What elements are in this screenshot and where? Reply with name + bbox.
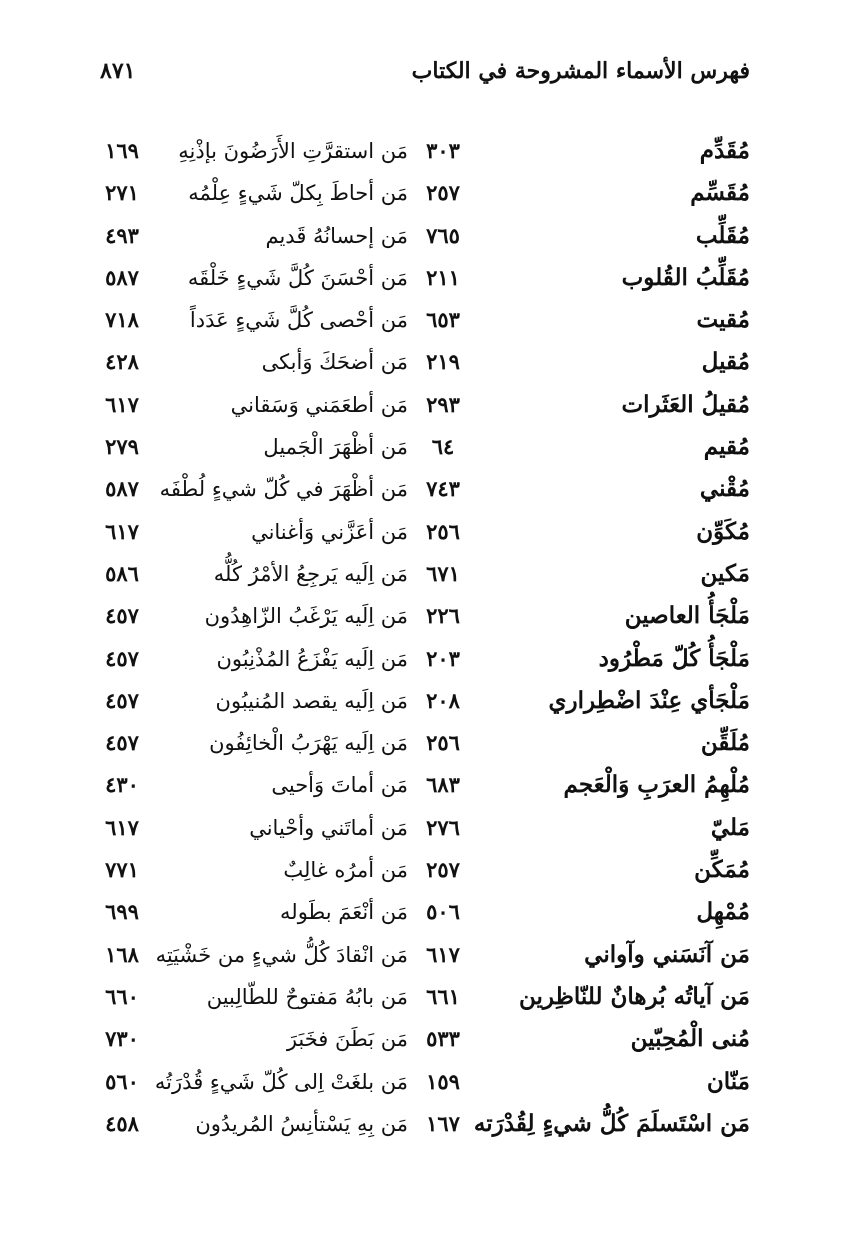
index-entry-name: مُلْهِمُ العرَبِ وَالْعَجم (563, 771, 750, 799)
index-row (0, 638, 848, 680)
index-list (0, 130, 848, 1145)
index-row (0, 807, 848, 849)
index-entry-page: ٢٢٦ (426, 603, 460, 629)
index-entry-name: مَن اِلَيه يَهْرَبُ الْخائِفُون (209, 731, 408, 756)
index-entry-page: ٢٥٧ (426, 180, 460, 206)
index-entry-name: مُقيل (701, 348, 750, 376)
index-entry-name: مَن انْقادَ كُلُّ شيءٍ من خَشْيَتِه (155, 942, 408, 967)
index-row (0, 511, 848, 553)
index-entry-page: ٧٧١ (105, 857, 139, 883)
index-entry-page: ٢٧٩ (105, 434, 139, 460)
index-entry-page: ٦٦٠ (105, 983, 139, 1009)
index-entry-name: مُكَوِّن (696, 517, 750, 545)
index-entry-page: ٧١٨ (105, 307, 139, 333)
index-entry-name: مَن أمرُه غالِبٌ (283, 858, 408, 883)
index-entry-name: مَن أماتَني وأحْياني (249, 815, 408, 840)
index-entry-page: ٤٥٧ (105, 645, 139, 671)
index-entry-page: ٢٧٦ (426, 814, 460, 840)
index-row (0, 595, 848, 637)
index-row (0, 849, 848, 891)
index-row (0, 341, 848, 383)
index-row (0, 1103, 848, 1145)
index-entry-page: ٦١٧ (105, 814, 139, 840)
index-entry-page: ٥٨٦ (105, 560, 139, 586)
index-entry-name: مَن إحسانُهُ قَديم (265, 223, 408, 248)
index-entry-name: مُلَقِّن (700, 729, 750, 757)
index-entry-name: مَنّان (706, 1067, 750, 1095)
index-entry-name: مَن أحْصى كُلَّ شَيءٍ عَدَداً (189, 308, 408, 333)
index-entry-page: ٢٥٦ (426, 730, 460, 756)
index-entry-page: ٣٠٣ (426, 138, 460, 163)
index-entry-page: ١٦٧ (426, 1110, 460, 1136)
index-entry-page: ٦١٧ (105, 518, 139, 544)
index-entry-page: ٤٥٧ (105, 603, 139, 629)
index-entry-name: مَن اِلَيه يقصد المُنيبُون (215, 688, 408, 713)
index-row (0, 257, 848, 299)
index-entry-page: ٤٢٨ (105, 349, 139, 375)
index-entry-page: ٧٣٠ (105, 1026, 139, 1052)
index-entry-name: مُقيلُ العَثَرات (621, 390, 750, 418)
index-entry-name: مَكين (700, 559, 750, 587)
index-entry-name: مَن اسْتَسلَمَ كُلُّ شيءٍ لِقُدْرَته (473, 1109, 750, 1137)
index-entry-page: ٢١٩ (426, 349, 460, 375)
index-row (0, 215, 848, 257)
index-entry-name: مَن بابُهُ مَفتوحٌ للطّالِبين (206, 984, 408, 1009)
index-entry-page: ٥٦٠ (105, 1068, 139, 1094)
index-entry-name: مَن بلغَتْ اِلى كُلّ شَيءٍ قُدْرَتُه (154, 1069, 408, 1094)
index-row (0, 976, 848, 1018)
index-entry-page: ٧٤٣ (426, 476, 460, 502)
index-entry-page: ٥٨٧ (105, 264, 139, 290)
index-entry-page: ٦١٧ (105, 391, 139, 417)
index-entry-page: ٢٥٦ (426, 518, 460, 544)
index-entry-name: مَن آنَسَني وآواني (584, 940, 750, 968)
index-entry-name: مُمَكِّن (694, 856, 750, 884)
index-row (0, 426, 848, 468)
index-entry-page: ٢٩٣ (426, 391, 460, 417)
index-entry-page: ٦٧١ (426, 560, 460, 586)
index-entry-name: مُقَلِّبُ القُلوب (621, 263, 750, 291)
index-entry-page: ٤٥٨ (105, 1110, 139, 1136)
index-entry-name: مَن اِلَيه يَرْغَبُ الزّاهِدُون (204, 604, 408, 629)
index-entry-name: مَن أماتَ وَأحيى (271, 773, 408, 798)
index-entry-page: ٦٤ (431, 434, 455, 460)
index-entry-page: ٢١١ (426, 264, 460, 290)
index-entry-name: مَلْجَأُ كُلّ مَطْرُود (598, 644, 750, 672)
index-entry-name: مَن أظْهَرَ في كُلّ شيءٍ لُطْفَه (159, 477, 408, 502)
index-entry-page: ٦١٧ (426, 941, 460, 967)
index-entry-name: مُقَلِّب (695, 221, 750, 249)
index-entry-page: ٧٦٥ (426, 222, 460, 248)
index-entry-name: مَن بَطَنَ فخَبَرَ (286, 1027, 408, 1052)
index-entry-page: ٢٠٨ (426, 687, 460, 713)
page-number: ٨٧١ (100, 58, 136, 84)
index-entry-page: ٢٧١ (105, 180, 139, 206)
index-entry-page: ٤٣٠ (105, 772, 139, 798)
index-entry-page: ٤٥٧ (105, 687, 139, 713)
index-entry-name: مَن أحْسَنَ كُلَّ شَيءٍ خَلْقَه (187, 265, 408, 290)
index-row (0, 680, 848, 722)
index-entry-page: ١٦٩ (105, 138, 139, 163)
index-entry-page: ٢٥٧ (426, 857, 460, 883)
index-entry-page: ٥٨٧ (105, 476, 139, 502)
index-row (0, 1061, 848, 1103)
index-row (0, 764, 848, 806)
index-entry-page: ١٦٨ (105, 941, 139, 967)
index-entry-name: مَن اِلَيه يَرجِعُ الأمْرُ كُلُّه (213, 561, 408, 586)
index-row (0, 130, 848, 172)
index-entry-name: مَن استقرَّتِ الأَرَضُونَ بإذْنِهِ (178, 139, 408, 163)
index-entry-page: ٢٠٣ (426, 645, 460, 671)
index-entry-name: مُقَسِّم (690, 179, 750, 207)
index-row (0, 1018, 848, 1060)
index-entry-name: مُمْهِل (696, 898, 750, 926)
running-header-title: فهرس الأسماء المشروحة في الكتاب (411, 58, 750, 84)
index-row (0, 299, 848, 341)
index-entry-name: مَلْجَأُ العاصين (624, 602, 750, 630)
index-entry-name: مَن اِلَيه يَفْزَعُ المُذْنِبُون (216, 646, 408, 671)
index-row (0, 468, 848, 510)
index-row (0, 384, 848, 426)
index-entry-page: ٦٦١ (426, 983, 460, 1009)
index-entry-name: مُقْني (699, 475, 750, 503)
index-entry-name: مَن أحاطَ بِكلّ شَيءٍ عِلْمُه (188, 181, 408, 206)
index-row (0, 172, 848, 214)
index-entry-name: مَن بِهِ يَسْتأنِسُ المُريدُون (195, 1111, 408, 1136)
index-entry-name: مُقيت (696, 306, 750, 334)
index-entry-page: ٦٩٩ (105, 899, 139, 925)
index-entry-name: مَليّ (710, 813, 750, 841)
index-entry-name: مَلْجَأي عِنْدَ اضْطِراري (548, 686, 750, 714)
index-entry-name: مَن آياتُه بُرهانٌ للنّاظِرين (519, 982, 750, 1010)
index-row (0, 553, 848, 595)
index-entry-name: مَن أعَزَّني وَأغناني (251, 519, 408, 544)
index-entry-name: مَن أنْعَمَ بطَوله (280, 900, 408, 925)
index-row (0, 891, 848, 933)
index-entry-page: ٦٥٣ (426, 307, 460, 333)
index-entry-page: ٤٩٣ (105, 222, 139, 248)
index-entry-name: مَن أضحَكَ وَأبكى (261, 350, 408, 375)
index-entry-page: ٦٨٣ (426, 772, 460, 798)
index-entry-name: مَن أطعَمَني وَسَقاني (230, 392, 408, 417)
index-entry-name: مُقيم (703, 433, 750, 461)
index-entry-page: ٥٣٣ (426, 1026, 460, 1052)
index-entry-page: ١٥٩ (426, 1068, 460, 1094)
index-entry-name: مُقَدِّم (699, 137, 750, 164)
index-entry-name: مَن أظْهَرَ الْجَميل (263, 435, 408, 460)
index-row (0, 934, 848, 976)
index-entry-name: مُنى الْمُحِبّين (630, 1025, 750, 1053)
index-row (0, 722, 848, 764)
index-entry-page: ٥٠٦ (426, 899, 460, 925)
index-entry-page: ٤٥٧ (105, 730, 139, 756)
